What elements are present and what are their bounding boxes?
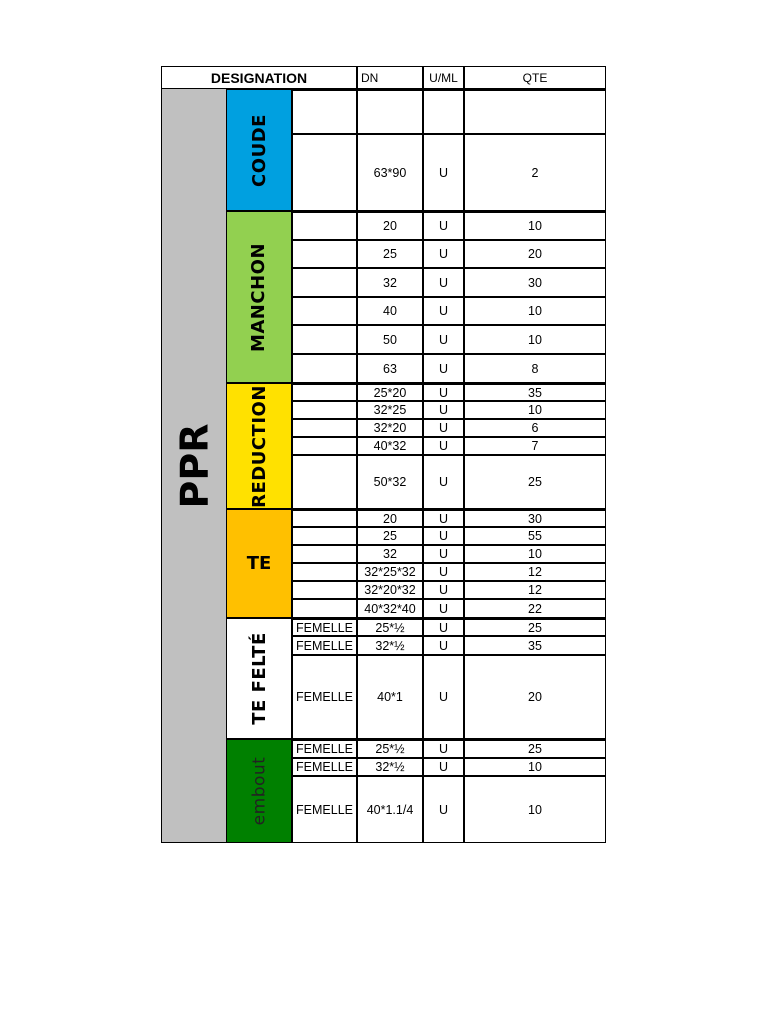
- type-cell: FEMELLE: [292, 655, 357, 739]
- type-cell: [292, 563, 357, 581]
- unit-cell: U: [423, 211, 464, 240]
- unit-cell: U: [423, 563, 464, 581]
- dn-cell: 32*25*32: [357, 563, 423, 581]
- category-coude: [226, 89, 292, 211]
- dn-cell: 40*32*40: [357, 599, 423, 618]
- unit-cell: U: [423, 240, 464, 268]
- type-cell: [292, 134, 357, 211]
- dn-cell: 32*½: [357, 758, 423, 776]
- type-cell: [292, 240, 357, 268]
- unit-cell: U: [423, 297, 464, 325]
- category-manchon: [226, 211, 292, 383]
- unit-cell: U: [423, 383, 464, 401]
- qte-cell: 10: [464, 776, 606, 843]
- unit-cell: U: [423, 419, 464, 437]
- dn-cell: 50: [357, 325, 423, 354]
- dn-cell: 20: [357, 211, 423, 240]
- dn-cell: 25: [357, 527, 423, 545]
- dn-cell: 32: [357, 268, 423, 297]
- qte-cell: 6: [464, 419, 606, 437]
- category-label: TE: [246, 553, 272, 574]
- qte-cell: 55: [464, 527, 606, 545]
- type-cell: [292, 581, 357, 599]
- dn-cell: 25*20: [357, 383, 423, 401]
- dn-cell: 32*25: [357, 401, 423, 419]
- dn-cell: [357, 89, 423, 134]
- category-te: [226, 509, 292, 618]
- dn-cell: 40*32: [357, 437, 423, 455]
- type-cell: FEMELLE: [292, 618, 357, 636]
- qte-cell: 10: [464, 545, 606, 563]
- qte-cell: 25: [464, 739, 606, 758]
- unit-cell: U: [423, 581, 464, 599]
- qte-cell: 35: [464, 636, 606, 655]
- unit-cell: U: [423, 509, 464, 527]
- category-label: embout: [249, 756, 269, 826]
- unit-cell: U: [423, 758, 464, 776]
- type-cell: [292, 419, 357, 437]
- inventory-table: [161, 66, 606, 846]
- unit-cell: U: [423, 599, 464, 618]
- qte-cell: 8: [464, 354, 606, 383]
- header-dn: DN: [357, 66, 423, 89]
- type-cell: [292, 527, 357, 545]
- unit-cell: [423, 89, 464, 134]
- qte-cell: 20: [464, 240, 606, 268]
- family-column: [161, 89, 226, 843]
- dn-cell: 63: [357, 354, 423, 383]
- type-cell: [292, 437, 357, 455]
- unit-cell: U: [423, 618, 464, 636]
- unit-cell: U: [423, 655, 464, 739]
- unit-cell: U: [423, 636, 464, 655]
- type-cell: [292, 354, 357, 383]
- qte-cell: 10: [464, 211, 606, 240]
- unit-cell: U: [423, 401, 464, 419]
- unit-cell: U: [423, 134, 464, 211]
- unit-cell: U: [423, 455, 464, 509]
- qte-cell: 7: [464, 437, 606, 455]
- unit-cell: U: [423, 776, 464, 843]
- type-cell: [292, 211, 357, 240]
- dn-cell: 32*20: [357, 419, 423, 437]
- qte-cell: 30: [464, 509, 606, 527]
- qte-cell: 30: [464, 268, 606, 297]
- dn-cell: 63*90: [357, 134, 423, 211]
- type-cell: [292, 401, 357, 419]
- type-cell: FEMELLE: [292, 636, 357, 655]
- dn-cell: 40: [357, 297, 423, 325]
- type-cell: [292, 455, 357, 509]
- qte-cell: 20: [464, 655, 606, 739]
- dn-cell: 25*½: [357, 739, 423, 758]
- qte-cell: 25: [464, 455, 606, 509]
- dn-cell: 40*1.1/4: [357, 776, 423, 843]
- unit-cell: U: [423, 325, 464, 354]
- header-designation: DESIGNATION: [161, 66, 357, 89]
- category-label: TE FELTÉ: [248, 632, 270, 725]
- dn-cell: 20: [357, 509, 423, 527]
- header-qte: QTE: [464, 66, 606, 89]
- type-cell: FEMELLE: [292, 739, 357, 758]
- type-cell: [292, 509, 357, 527]
- qte-cell: 35: [464, 383, 606, 401]
- family-label: PPR: [172, 423, 216, 508]
- dn-cell: 32: [357, 545, 423, 563]
- unit-cell: U: [423, 545, 464, 563]
- qte-cell: 10: [464, 325, 606, 354]
- type-cell: FEMELLE: [292, 758, 357, 776]
- qte-cell: 12: [464, 563, 606, 581]
- category-label: REDUCTION: [248, 384, 270, 508]
- type-cell: [292, 297, 357, 325]
- dn-cell: 40*1: [357, 655, 423, 739]
- unit-cell: U: [423, 354, 464, 383]
- qte-cell: 22: [464, 599, 606, 618]
- dn-cell: 25*½: [357, 618, 423, 636]
- type-cell: [292, 545, 357, 563]
- dn-cell: 25: [357, 240, 423, 268]
- qte-cell: 10: [464, 297, 606, 325]
- qte-cell: 25: [464, 618, 606, 636]
- qte-cell: 12: [464, 581, 606, 599]
- category-te-felt: [226, 618, 292, 739]
- category-embout: [226, 739, 292, 843]
- type-cell: [292, 383, 357, 401]
- qte-cell: 10: [464, 758, 606, 776]
- unit-cell: U: [423, 437, 464, 455]
- unit-cell: U: [423, 739, 464, 758]
- qte-cell: 2: [464, 134, 606, 211]
- type-cell: [292, 325, 357, 354]
- unit-cell: U: [423, 527, 464, 545]
- category-label: COUDE: [248, 113, 270, 187]
- type-cell: FEMELLE: [292, 776, 357, 843]
- dn-cell: 50*32: [357, 455, 423, 509]
- category-reduction: [226, 383, 292, 509]
- unit-cell: U: [423, 268, 464, 297]
- type-cell: [292, 599, 357, 618]
- dn-cell: 32*20*32: [357, 581, 423, 599]
- qte-cell: 10: [464, 401, 606, 419]
- header-uml: U/ML: [423, 66, 464, 89]
- type-cell: [292, 268, 357, 297]
- category-label: MANCHON: [248, 242, 270, 352]
- dn-cell: 32*½: [357, 636, 423, 655]
- qte-cell: [464, 89, 606, 134]
- type-cell: [292, 89, 357, 134]
